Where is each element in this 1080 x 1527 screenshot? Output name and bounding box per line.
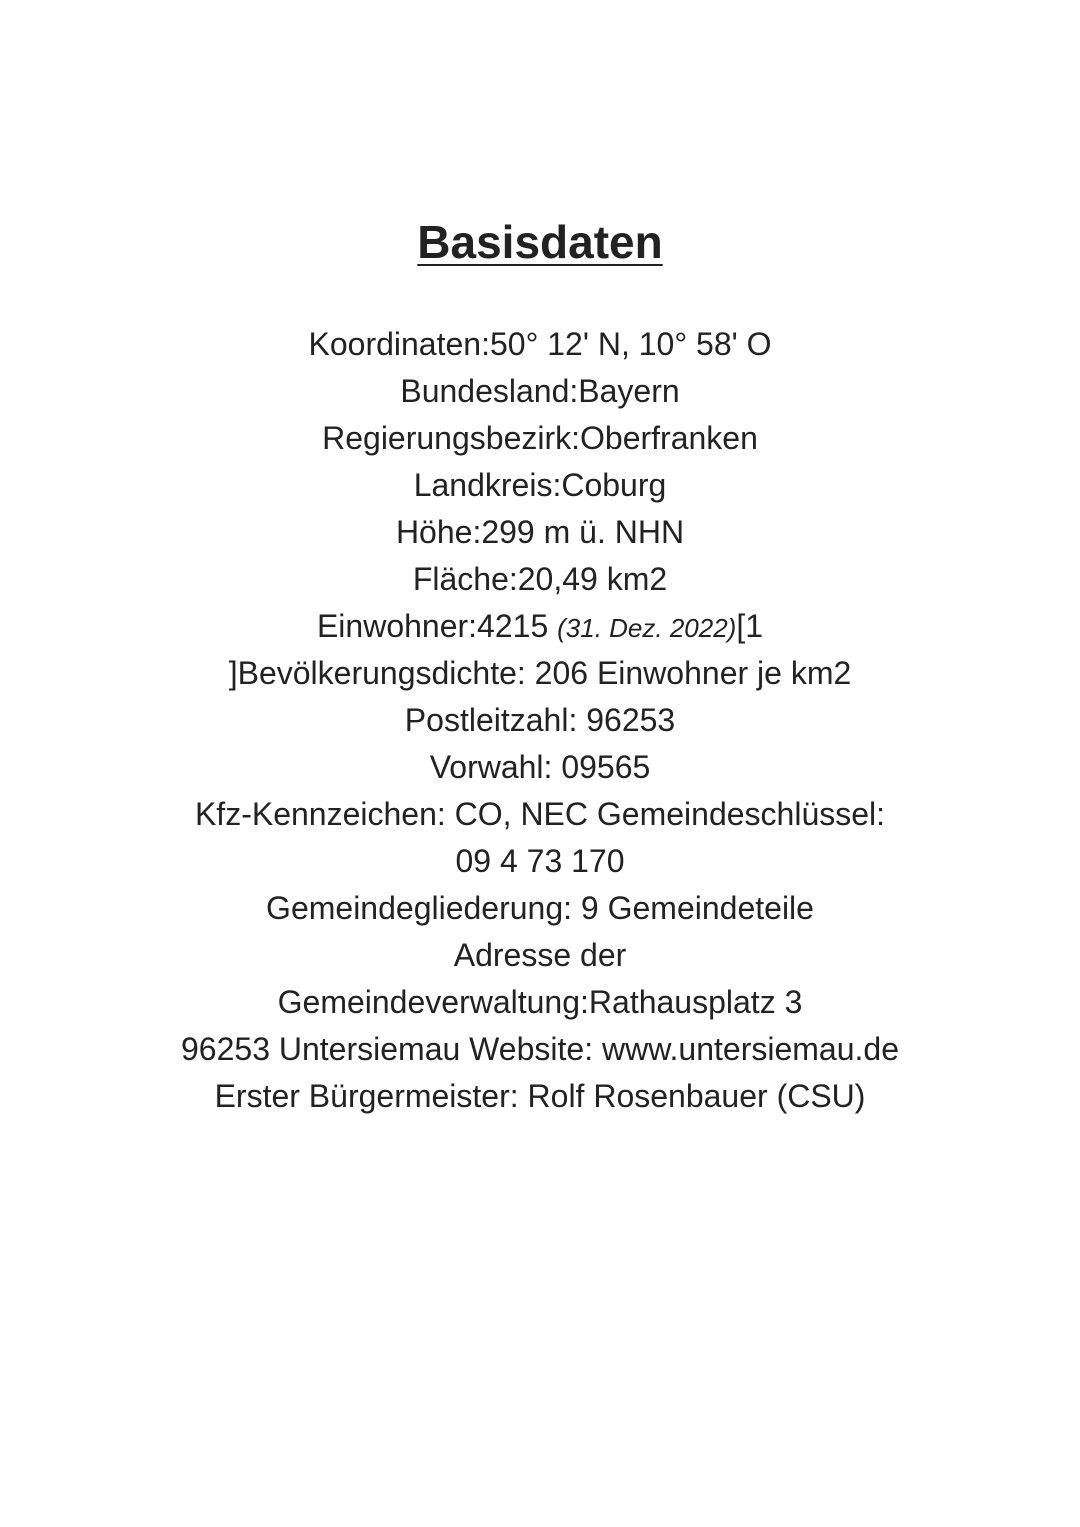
license-plate-line: Kfz-Kennzeichen: CO, NEC Gemeindeschlüssel:	[194, 796, 886, 832]
area-line: Fläche:20,49 km2	[412, 561, 668, 597]
page-title: Basisdaten	[417, 216, 663, 268]
basisdaten-text	[0, 321, 1080, 1120]
population-line	[0, 603, 1080, 650]
municipality-key-line: 09 4 73 170	[455, 843, 625, 879]
elevation-line: Höhe:299 m ü. NHN	[395, 514, 685, 550]
city-website-line: 96253 Untersiemau Website: www.untersiemau.de	[181, 1031, 899, 1067]
footnote-ref: [1	[736, 608, 764, 644]
state-line: Bundesland:Bayern	[400, 373, 680, 409]
administration-address-line: Gemeindeverwaltung:Rathausplatz 3	[277, 984, 803, 1020]
mayor-line: Erster Bürgermeister: Rolf Rosenbauer (CSU)	[214, 1078, 866, 1114]
population-value: Einwohner:4215	[316, 608, 558, 644]
address-label-line: Adresse der	[453, 937, 627, 973]
district-region-line: Regierungsbezirk:Oberfranken	[322, 420, 758, 456]
municipal-structure-line: Gemeindegliederung: 9 Gemeindeteile	[266, 890, 814, 926]
area-code-line: Vorwahl: 09565	[429, 749, 651, 785]
population-date-note: (31. Dez. 2022)	[557, 613, 737, 643]
county-line: Landkreis:Coburg	[413, 467, 667, 503]
postal-code-line: Postleitzahl: 96253	[404, 702, 676, 738]
population-density-line: ]Bevölkerungsdichte: 206 Einwohner je km2	[228, 655, 852, 691]
coordinates-line: Koordinaten:50° 12' N, 10° 58' O	[308, 326, 772, 362]
